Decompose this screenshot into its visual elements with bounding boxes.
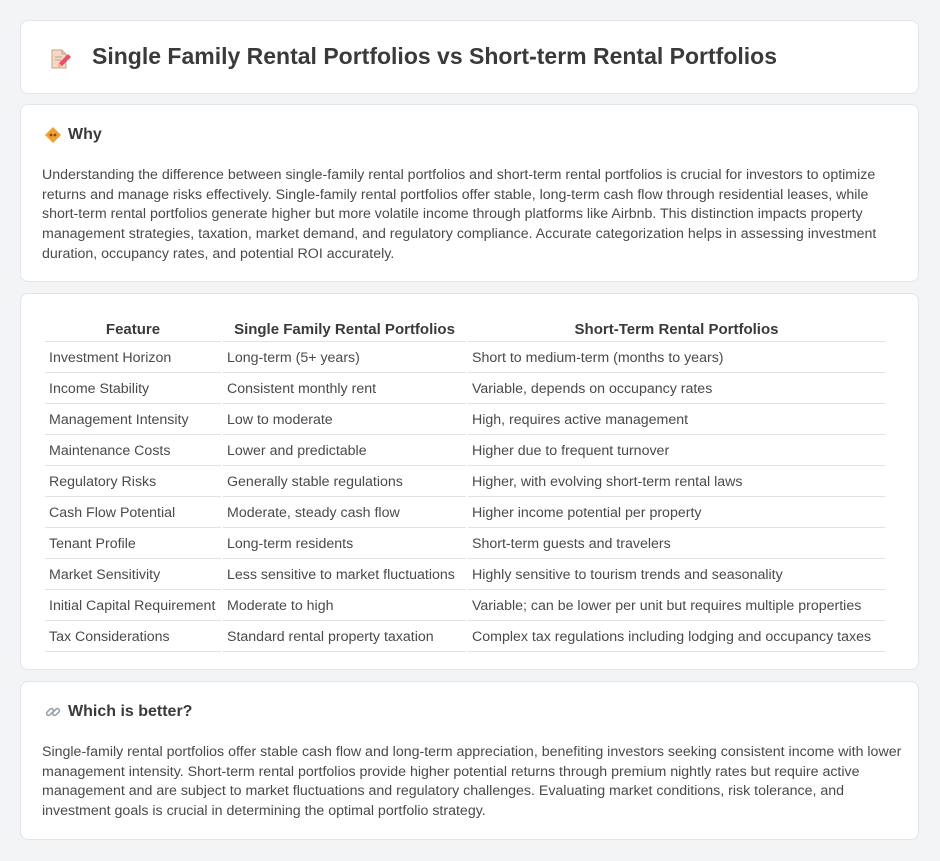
short-term-cell: Highly sensitive to tourism trends and seasonality <box>468 561 885 590</box>
single-family-cell: Standard rental property taxation <box>223 623 466 652</box>
short-term-cell: Complex tax regulations including lodging and occupancy taxes <box>468 623 885 652</box>
page-title: Single Family Rental Portfolios vs Short-term Rental Portfolios <box>92 43 777 69</box>
feature-cell: Cash Flow Potential <box>45 499 221 528</box>
feature-cell: Regulatory Risks <box>45 468 221 497</box>
feature-cell: Maintenance Costs <box>45 437 221 466</box>
feature-cell: Market Sensitivity <box>45 561 221 590</box>
short-term-cell: Higher income potential per property <box>468 499 885 528</box>
which-is-better-section <box>20 681 919 840</box>
feature-cell: Initial Capital Requirement <box>45 592 221 621</box>
column-header-short-term: Short-Term Rental Portfolios <box>468 318 885 342</box>
short-term-cell: Higher, with evolving short-term rental laws <box>468 468 885 497</box>
single-family-cell: Low to moderate <box>223 406 466 435</box>
why-text: Understanding the difference between single-family rental portfolios and short-term rental portfolios is crucial for investors to optimize returns and manage risks effectively. Single-family rental portfolios offer stable, long-term cash flow through residential leases, while short-term rental portfolios generate higher but more volatile income through platforms like Airbnb. This distinction impacts property management strategies, taxation, market demand, and regulatory compliance. Accurate categorization helps in assessing investment duration, occupancy rates, and potential ROI accurately. <box>42 167 877 262</box>
table-row <box>45 468 885 497</box>
feature-cell: Tenant Profile <box>45 530 221 559</box>
table-row <box>45 623 885 652</box>
single-family-cell: Lower and predictable <box>223 437 466 466</box>
single-family-cell: Long-term residents <box>223 530 466 559</box>
table-header-row <box>45 318 885 342</box>
table-row <box>45 406 885 435</box>
single-family-cell: Long-term (5+ years) <box>223 344 466 373</box>
why-section <box>20 104 919 282</box>
why-heading: Why <box>68 126 102 143</box>
diamond-icon <box>45 127 61 143</box>
table-row <box>45 344 885 373</box>
table-row <box>45 530 885 559</box>
feature-cell: Management Intensity <box>45 406 221 435</box>
document-pencil-icon <box>49 48 71 70</box>
short-term-cell: Variable, depends on occupancy rates <box>468 375 885 404</box>
which-is-better-heading: Which is better? <box>68 703 193 720</box>
short-term-cell: Variable; can be lower per unit but requires multiple properties <box>468 592 885 621</box>
link-icon <box>45 704 61 720</box>
short-term-cell: Short to medium-term (months to years) <box>468 344 885 373</box>
feature-cell: Income Stability <box>45 375 221 404</box>
which-is-better-text: Single-family rental portfolios offer stable cash flow and long-term appreciation, benefiting investors seeking consistent income with lower management intensity. Short-term rental portfolios provide higher potential returns through premium nightly rates but require active management and are subject to market fluctuations and regulatory challenges. Evaluating market conditions, risk tolerance, and investment goals is crucial in determining the optimal portfolio strategy. <box>42 744 902 820</box>
table-row <box>45 499 885 528</box>
short-term-cell: High, requires active management <box>468 406 885 435</box>
single-family-cell: Moderate, steady cash flow <box>223 499 466 528</box>
comparison-table <box>43 316 887 654</box>
short-term-cell: Short-term guests and travelers <box>468 530 885 559</box>
title-card <box>20 20 919 94</box>
short-term-cell: Higher due to frequent turnover <box>468 437 885 466</box>
table-row <box>45 592 885 621</box>
single-family-cell: Consistent monthly rent <box>223 375 466 404</box>
single-family-cell: Less sensitive to market fluctuations <box>223 561 466 590</box>
feature-cell: Tax Considerations <box>45 623 221 652</box>
feature-cell: Investment Horizon <box>45 344 221 373</box>
single-family-cell: Generally stable regulations <box>223 468 466 497</box>
column-header-feature: Feature <box>45 318 221 342</box>
column-header-single-family: Single Family Rental Portfolios <box>223 318 466 342</box>
comparison-section <box>20 293 919 670</box>
table-row <box>45 375 885 404</box>
table-row <box>45 561 885 590</box>
single-family-cell: Moderate to high <box>223 592 466 621</box>
table-row <box>45 437 885 466</box>
